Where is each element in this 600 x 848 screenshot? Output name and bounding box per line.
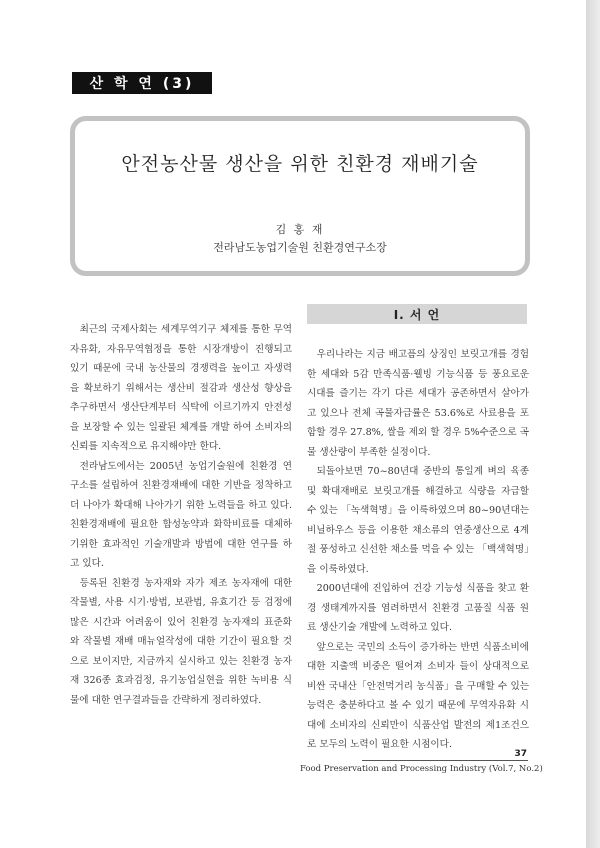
page-edge	[586, 0, 600, 848]
article-title: 안전농산물 생산을 위한 친환경 재배기술	[121, 153, 479, 175]
page-number: 37	[514, 749, 527, 759]
paragraph: 2000년대에 진입하여 건강 기능성 식품을 찾고 환경 생태계까지를 염려하면서 친환경 고품질 식품 원료 생산기술 개발에 노력하고 있다.	[307, 583, 529, 633]
paragraph: 전라남도에서는 2005년 농업기술원에 친환경 연구소를 설립하여 친환경재배에 대한 기반을 정착하고 더 나아가 확대해 나아가기 위한 노력들을 하고 있다. 친환경재배에 필요한 합성농약과 화학비료를 대체하기위한 효과적인 기술개발과 방법에 대한 연구를 하고 있다.	[70, 460, 292, 569]
title-box	[70, 116, 530, 276]
section-tag: 산 학 연 (3)	[72, 72, 212, 94]
author-affiliation: 전라남도농업기술원 친환경연구소장	[213, 241, 387, 254]
paragraph: 등록된 친환경 농자재와 자가 제조 농자재에 대한 작물별, 사용 시기·방법, 보관법, 유효기간 등 검정에 많은 시간과 어려움이 있어 친환경 농자재의 표준화와 작물별 재배 매뉴얼작성에 대한 기간이 필요할 것으로 보이지만, 지금까지 실시하고 있는 친환경 농자재 326종 효과검정, 유기농업실현을 위한 녹비용 식물에 대한 연구결과들을 간략하게 정리하였다.	[70, 577, 292, 706]
journal-citation: Food Preservation and Processing Industry (Vol.7, No.2)	[300, 764, 543, 774]
left-column	[70, 320, 292, 710]
paragraph: 되돌아보면 70~80년대 중반의 통일계 벼의 육종 및 확대재배로 보릿고개를 해결하고 식량을 자급할 수 있는 「녹색혁명」을 이룩하였으며 80~90년대는 비닐하우스 등을 이용한 채소류의 연중생산으로 4계절 풍성하고 신선한 채소를 먹을 수 있는 「백색혁명」을 이룩하였다.	[307, 466, 529, 575]
author-name: 김 홍 재	[275, 223, 325, 236]
footer-divider	[362, 760, 528, 761]
paragraph: 앞으로는 국민의 소득이 증가하는 반면 식품소비에 대한 지출액 비중은 떨어져 소비자 들이 상대적으로 비싼 국내산「안전먹거리 농식품」을 구매할 수 있는 능력은 충분하다고 볼 수 있기 때문에 무역자유화 시대에 소비자의 신뢰만이 식품산업 발전의 제1조건으로 모두의 노력이 필요한 시점이다.	[307, 641, 529, 750]
paragraph: 우리나라는 지금 배고픔의 상징인 보릿고개를 경험한 세대와 5감 만족식품·웰빙 기능식품 등 풍요로운 시대를 즐기는 각기 다른 세대가 공존하면서 살아가고 있으나 전체 곡물자급률은 53.6%로 사료용을 포함할 경우 27.8%, 쌀을 제외 할 경우 5%수준으로 곡물 생산량이 부족한 실정이다.	[307, 349, 529, 458]
section-heading: Ⅰ. 서 언	[307, 304, 527, 324]
right-column	[307, 345, 529, 755]
paragraph: 최근의 국제사회는 세계무역기구 체제를 통한 무역자유화, 자유무역협정을 통한 시장개방이 진행되고 있기 때문에 국내 농산물의 경쟁력을 높이고 자생력을 확보하기 위해서는 생산비 절감과 생산성 향상을 추구하면서 생산단계부터 식탁에 이르기까지 안전성을 보장할 수 있는 일괄된 체계를 개발 하여 소비자의 신뢰를 지속적으로 유지해야만 한다.	[70, 324, 292, 452]
